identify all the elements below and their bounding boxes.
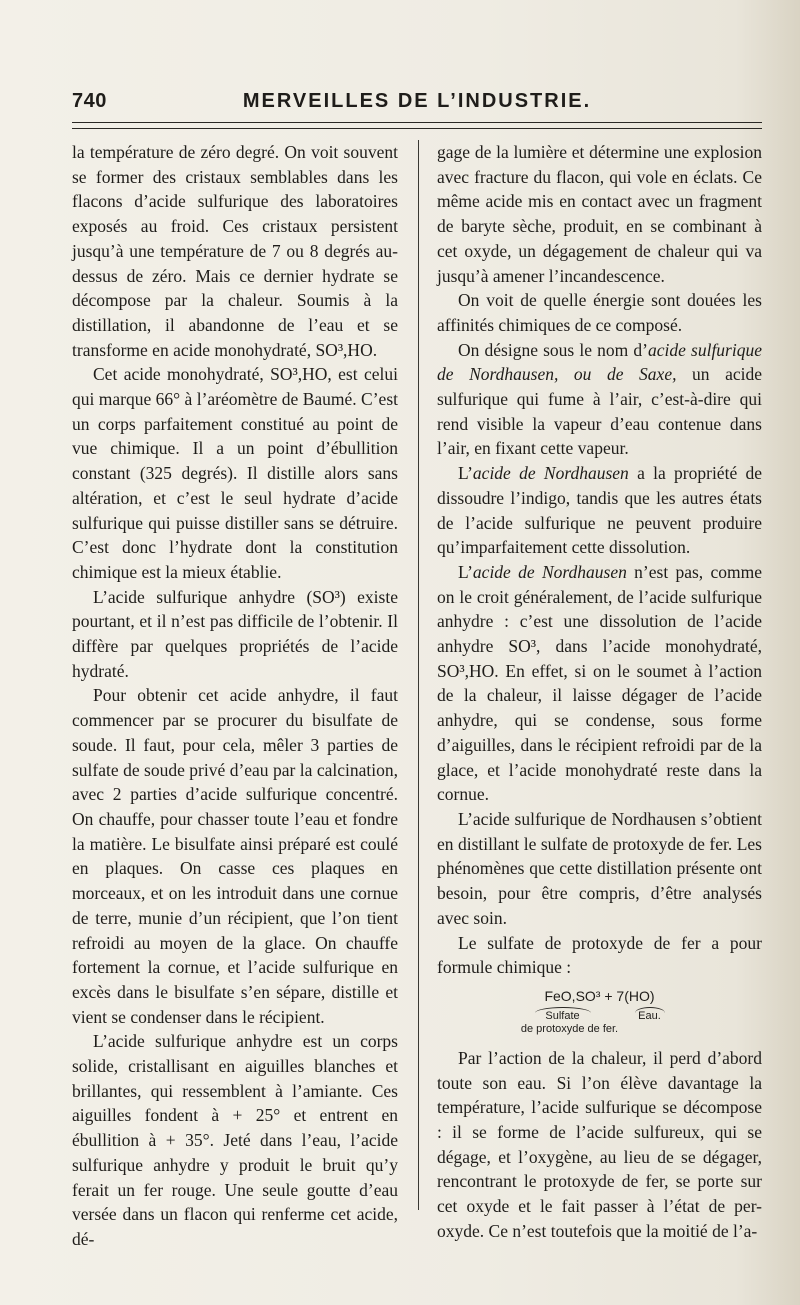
paragraph: L’acide sulfurique anhydre (SO³) existe pourtant, et il n’est pas difficile de l’obtenir. Il diffère par quelques propriétés de l’acide hydraté.: [72, 586, 398, 681]
paragraph: [437, 560, 762, 807]
paragraph-text: un acide sulfurique qui fume à l’air, c’est-à-dire qui rend visible la vapeur d’eau contenue dans l’air, en fixant cette vapeur.: [437, 364, 762, 459]
header-rule-top: [72, 122, 762, 123]
paragraph: [437, 338, 762, 462]
paragraph: Cet acide monohydraté, SO³,HO, est celui qui marque 66° à l’aréomètre de Baumé. C’est un corps parfaitement constitué au point de vue chimique. Il a un point d’ébullition constant (325 degrés). Il distille alors sans altération, et c’est le seul hydrate d’acide sulfurique qui puisse distiller sans se détruire. C’est donc l’hydrate dont la constitution chimique est la mieux établie.: [72, 364, 398, 582]
formula-equation: FeO,SO³ + 7(HO): [544, 987, 655, 1004]
page-header: [72, 90, 762, 120]
paragraph: Pour obtenir cet acide anhydre, il faut commencer par se procurer du bisulfate de soude. Il faut, pour cela, mêler 3 parties de sulfate de soude privé d’eau par la calcination, avec 2 parties d’acide sulfurique concentré. On chauffe, pour chasser toute l’eau et fondre la matière. Le bisulfate ainsi préparé est coulé en plaques. On casse ces plaques en morceaux, et on les introduit dans une cornue de terre, munie d’un récipient, que l’on tient refroidi au moyen de la glace. On chauffe fortement la cornue, et l’acide sulfurique en excès dans le bisulfate s’en sépare, distille et vient se condenser dans le récipient.: [72, 685, 398, 1027]
column-divider: [418, 140, 419, 1210]
paragraph: la température de zéro degré. On voit souvent se former des cristaux semblables dans les flacons d’acide sulfurique des laboratoires exposés au froid. Ces cristaux persistent jusqu’à une température de 7 ou 8 degrés au-dessus de zéro. Mais ce dernier hydrate se décompose par la chaleur. Soumis à la distillation, il abandonne de l’eau et se transforme en acide monohydraté, SO³,HO.: [72, 142, 398, 360]
paragraph-text: a la propriété de dissoudre l’indigo, tandis que les autres états de l’acide sulfurique ne peuvent produire qu’imparfaitement cette dissolution.: [437, 463, 763, 558]
formula-label-eau: Eau.: [635, 1007, 665, 1023]
paragraph: L’acide sulfurique anhydre est un corps solide, cristallisant en aiguilles blanches et brillantes, qui ressemblent à l’amiante. Ces aiguilles fondent à + 25° et entrent en ébullition à + 35°. Jeté dans l’eau, l’acide sulfurique anhydre y produit le bruit qu’y ferait un fer rouge. Une seule goutte d’eau versée dans un flacon qui renferme cet acide, dé-: [72, 1031, 398, 1249]
running-title: MERVEILLES DE L’INDUSTRIE.: [242, 90, 592, 112]
paragraph: On voit de quelle énergie sont douées les affinités chimiques de ce composé.: [437, 290, 762, 335]
chemical-formula: [437, 986, 762, 1036]
paragraph: [437, 461, 762, 560]
paragraph: Par l’action de la chaleur, il perd d’abord toute son eau. Si l’on élève davantage la température, l’acide sulfurique se décompose : il se forme de l’acide sulfureux, qui se dégage, et l’oxygène, au lieu de se dégager, rencontrant le protoxyde de fer, se porte sur cet oxyde et le fait passer à l’état de per-oxyde. Ce n’est toutefois que la moitié de l’a-: [437, 1047, 762, 1241]
italic-term: acide de Nordhausen: [472, 561, 627, 582]
paragraph: Le sulfate de protoxyde de fer a pour formule chimique :: [437, 932, 762, 978]
paragraph: L’acide sulfurique de Nordhausen s’obtient en distillant le sulfate de protoxyde de fer. Les phénomènes que cette distillation présente ont besoin, pour être compris, d’être analysés avec soin.: [437, 808, 762, 928]
right-column: [437, 140, 762, 1244]
left-column: [72, 140, 398, 1252]
header-rule-bottom: [72, 128, 762, 129]
italic-term: acide sulfurique de Nordhausen, ou de Saxe,: [437, 339, 762, 385]
formula-label-sulfate-line2: de protoxyde de fer.: [520, 1022, 619, 1035]
paragraph-text: On désigne sous le nom d’: [458, 339, 648, 360]
formula-labels: [437, 1007, 762, 1023]
page-number: 740: [72, 90, 107, 112]
italic-term: acide de Nordhausen: [472, 463, 629, 484]
paragraph-text: L’: [458, 463, 473, 484]
formula-label-sulfate: Sulfate: [535, 1007, 591, 1023]
paragraph-text: n’est pas, comme on le croit généralement, de l’acide sulfurique anhydre : c’est une dissolution de l’acide anhydre SO³, dans l’acide monohydraté, SO³,HO. En effet, si on le soumet à l’action de la chaleur, il laisse dégager de l’acide anhydre, qui se condense, sous forme d’aiguilles, dans le récipient refroidi par de la glace, et l’acide monohydraté reste dans la cornue.: [437, 561, 762, 805]
paragraph: gage de la lumière et détermine une explosion avec fracture du flacon, qui vole en éclats. Ce même acide mis en contact avec un fragment de baryte sèche, produit, en se combinant à cet oxyde, un dégagement de chaleur qui va jusqu’à amener l’incandescence.: [437, 142, 762, 286]
paragraph-text: L’: [458, 561, 473, 582]
